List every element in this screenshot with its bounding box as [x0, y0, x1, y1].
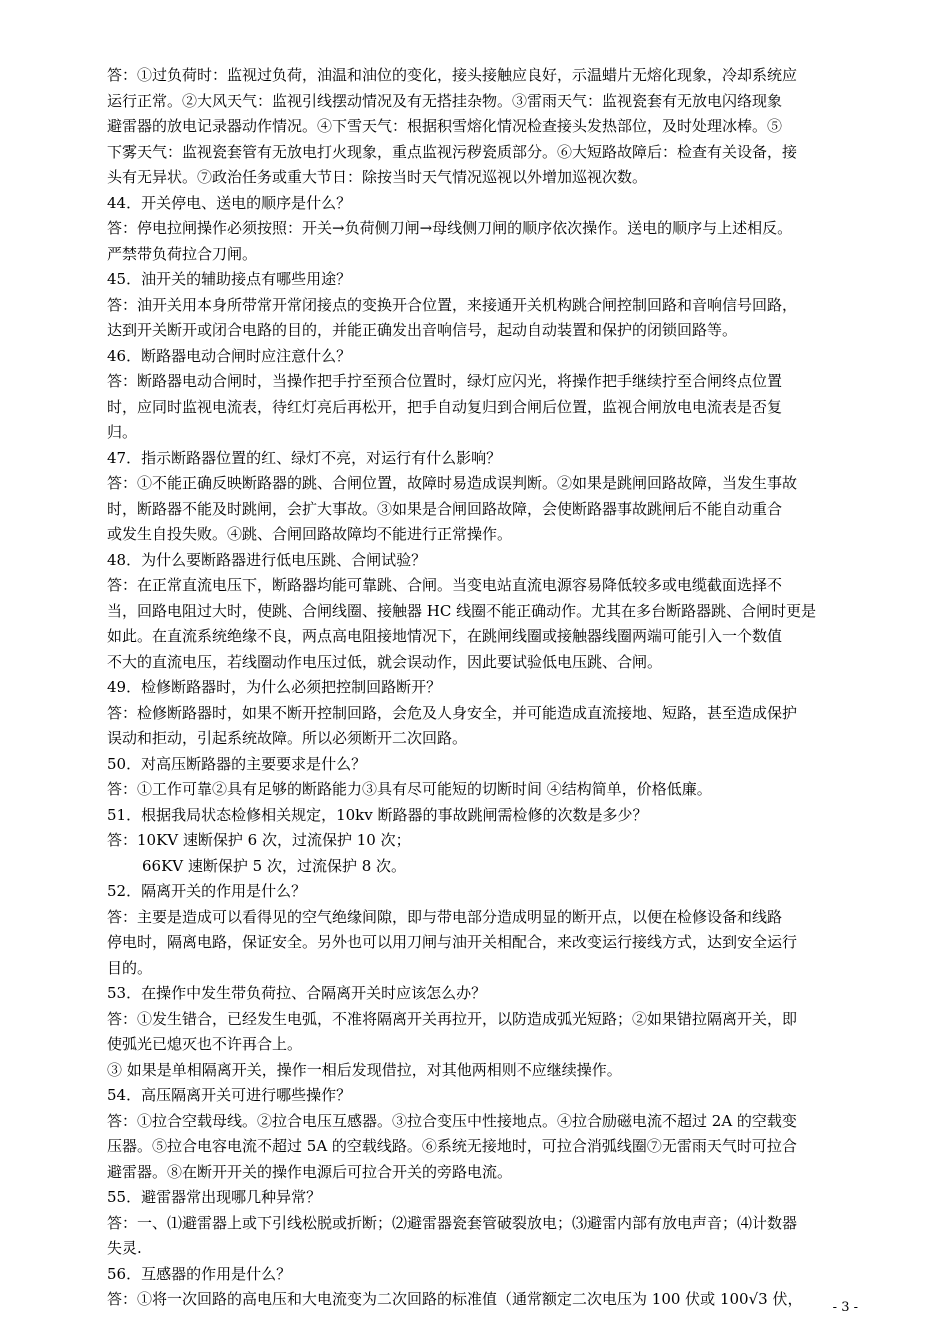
text-line: 归。: [107, 423, 138, 441]
text-line: 下雾天气：监视瓷套管有无放电打火现象，重点监视污秽瓷质部分。⑥大短路故障后：检查有关设备，接: [107, 142, 798, 161]
question-56: 56．互感器的作用是什么？: [107, 1264, 292, 1283]
text-line: 或发生自投失败。④跳、合闸回路故障均不能进行正常操作。: [107, 525, 513, 543]
text-line: 时，应同时监视电流表，待红灯亮后再松开，把手自动复归到合闸后位置，监视合闸放电电流表是否复: [107, 397, 783, 416]
text-line: 答：停电拉闸操作必须按照：开关→负荷侧刀闸→母线侧刀闸的顺序依次操作。送电的顺序与上述相反。: [107, 219, 793, 237]
page-number: - 3 -: [832, 1300, 858, 1315]
text-line: ③ 如果是单相隔离开关，操作一相后发现借拉，对其他两相则不应继续操作。: [107, 1060, 622, 1079]
text-line: 误动和拒动，引起系统故障。所以必须断开二次回路。: [107, 729, 468, 747]
text-line: 压器。⑤拉合电容电流不超过 5A 的空载线路。⑥系统无接地时，可拉合消弧线圈⑦无雷雨天气时可拉合: [107, 1137, 797, 1155]
question-53: 53．在操作中发生带负荷拉、合隔离开关时应该怎么办？: [107, 984, 487, 1002]
text-line: 答：①过负荷时：监视过负荷，油温和油位的变化，接头接触应良好，示温蜡片无熔化现象，冷却系统应: [107, 66, 798, 84]
text-line: 答：在正常直流电压下，断路器均能可靠跳、合闸。当变电站直流电源容易降低较多或电缆截面选择不: [107, 576, 783, 594]
document-body: [107, 63, 859, 1313]
question-50: 50．对高压断路器的主要要求是什么？: [107, 754, 367, 773]
text-line: 头有无异状。⑦政治任务或重大节日：除按当时天气情况巡视以外增加巡视次数。: [107, 168, 648, 186]
text-line: 答：①发生错合，已经发生电弧，不准将隔离开关再拉开，以防造成弧光短路；②如果错拉隔离开关，即: [107, 1009, 798, 1028]
text-line: 答：10KV 速断保护 6 次，过流保护 10 次；: [107, 831, 411, 849]
text-line: 不大的直流电压，若线圈动作电压过低，就会误动作，因此要试验低电压跳、合闸。: [107, 652, 663, 671]
text-line: 答：一、⑴避雷器上或下引线松脱或折断；⑵避雷器瓷套管破裂放电；⑶避雷内部有放电声音；⑷计数器: [107, 1213, 798, 1232]
text-line: 答：断路器电动合闸时，当操作把手拧至预合位置时，绿灯应闪光，将操作把手继续拧至合闸终点位置: [107, 372, 783, 390]
text-line: 使弧光已熄灭也不许再合上。: [107, 1035, 303, 1053]
text-line: 目的。: [107, 958, 153, 977]
text-line: 停电时，隔离电路，保证安全。另外也可以用刀闸与油开关相配合，来改变运行接线方式，达到安全运行: [107, 933, 798, 951]
question-46: 46．断路器电动合闸时应注意什么？: [107, 346, 352, 365]
text-line: 66KV 速断保护 5 次，过流保护 8 次。: [142, 856, 407, 875]
text-line: 严禁带负荷拉合刀闸。: [107, 244, 258, 263]
text-line: 当，回路电阻过大时，使跳、合闸线圈、接触器 HC 线圈不能正确动作。尤其在多台断路器跳、合闸时更是: [107, 601, 817, 620]
text-line: 如此。在直流系统绝缘不良，两点高电阻接地情况下，在跳闸线圈或接触器线圈两端可能引入一个数值: [107, 627, 783, 645]
text-line: 答：①不能正确反映断路器的跳、合闸位置，故障时易造成误判断。②如果是跳闸回路故障，当发生事故: [107, 474, 798, 492]
text-line: 达到开关断开或闭合电路的目的，并能正确发出音响信号，起动自动装置和保护的闭锁回路等。: [107, 321, 738, 339]
text-line: 运行正常。②大风天气：监视引线摆动情况及有无搭挂杂物。③雷雨天气：监视瓷套有无放电闪络现象: [107, 91, 783, 110]
question-49: 49．检修断路器时，为什么必须把控制回路断开？: [107, 678, 442, 696]
question-52: 52．隔离开关的作用是什么？: [107, 882, 307, 900]
text-line: 答：①拉合空载母线。②拉合电压互感器。③拉合变压中性接地点。④拉合励磁电流不超过 2A 的空载变: [107, 1111, 797, 1130]
text-line: 避雷器。⑧在断开开关的操作电源后可拉合开关的旁路电流。: [107, 1162, 513, 1181]
text-line: 答：①将一次回路的高电压和大电流变为二次回路的标准值（通常额定二次电压为 100 伏或 100√3 伏，: [107, 1290, 803, 1308]
question-51: 51．根据我局状态检修相关规定，10kv 断路器的事故跳闸需检修的次数是多少？: [107, 805, 648, 824]
question-47: 47．指示断路器位置的红、绿灯不亮，对运行有什么影响？: [107, 448, 502, 467]
text-line: 时，断路器不能及时跳闸，会扩大事故。③如果是合闸回路故障，会使断路器事故跳闸后不能自动重合: [107, 499, 783, 518]
text-line: 答：主要是造成可以看得见的空气绝缘间隙，即与带电部分造成明显的断开点，以便在检修设备和线路: [107, 907, 783, 926]
question-44: 44．开关停电、送电的顺序是什么？: [107, 193, 352, 212]
question-55: 55．避雷器常出现哪几种异常？: [107, 1188, 322, 1206]
question-45: 45．油开关的辅助接点有哪些用途？: [107, 270, 352, 288]
text-line: 失灵.: [107, 1239, 142, 1257]
text-line: 答：①工作可靠②具有足够的断路能力③具有尽可能短的切断时间 ④结构简单，价格低廉。: [107, 780, 712, 798]
text-line: 避雷器的放电记录器动作情况。④下雪天气：根据积雪熔化情况检查接头发热部位，及时处理冰棒。⑤: [107, 117, 783, 135]
question-48: 48．为什么要断路器进行低电压跳、合闸试验？: [107, 550, 427, 569]
text-line: 答：检修断路器时，如果不断开控制回路，会危及人身安全，并可能造成直流接地、短路，甚至造成保护: [107, 703, 798, 722]
text-line: 答：油开关用本身所带常开常闭接点的变换开合位置，来接通开关机构跳合闸控制回路和音响信号回路，: [107, 295, 798, 314]
question-54: 54．高压隔离开关可进行哪些操作？: [107, 1086, 352, 1104]
